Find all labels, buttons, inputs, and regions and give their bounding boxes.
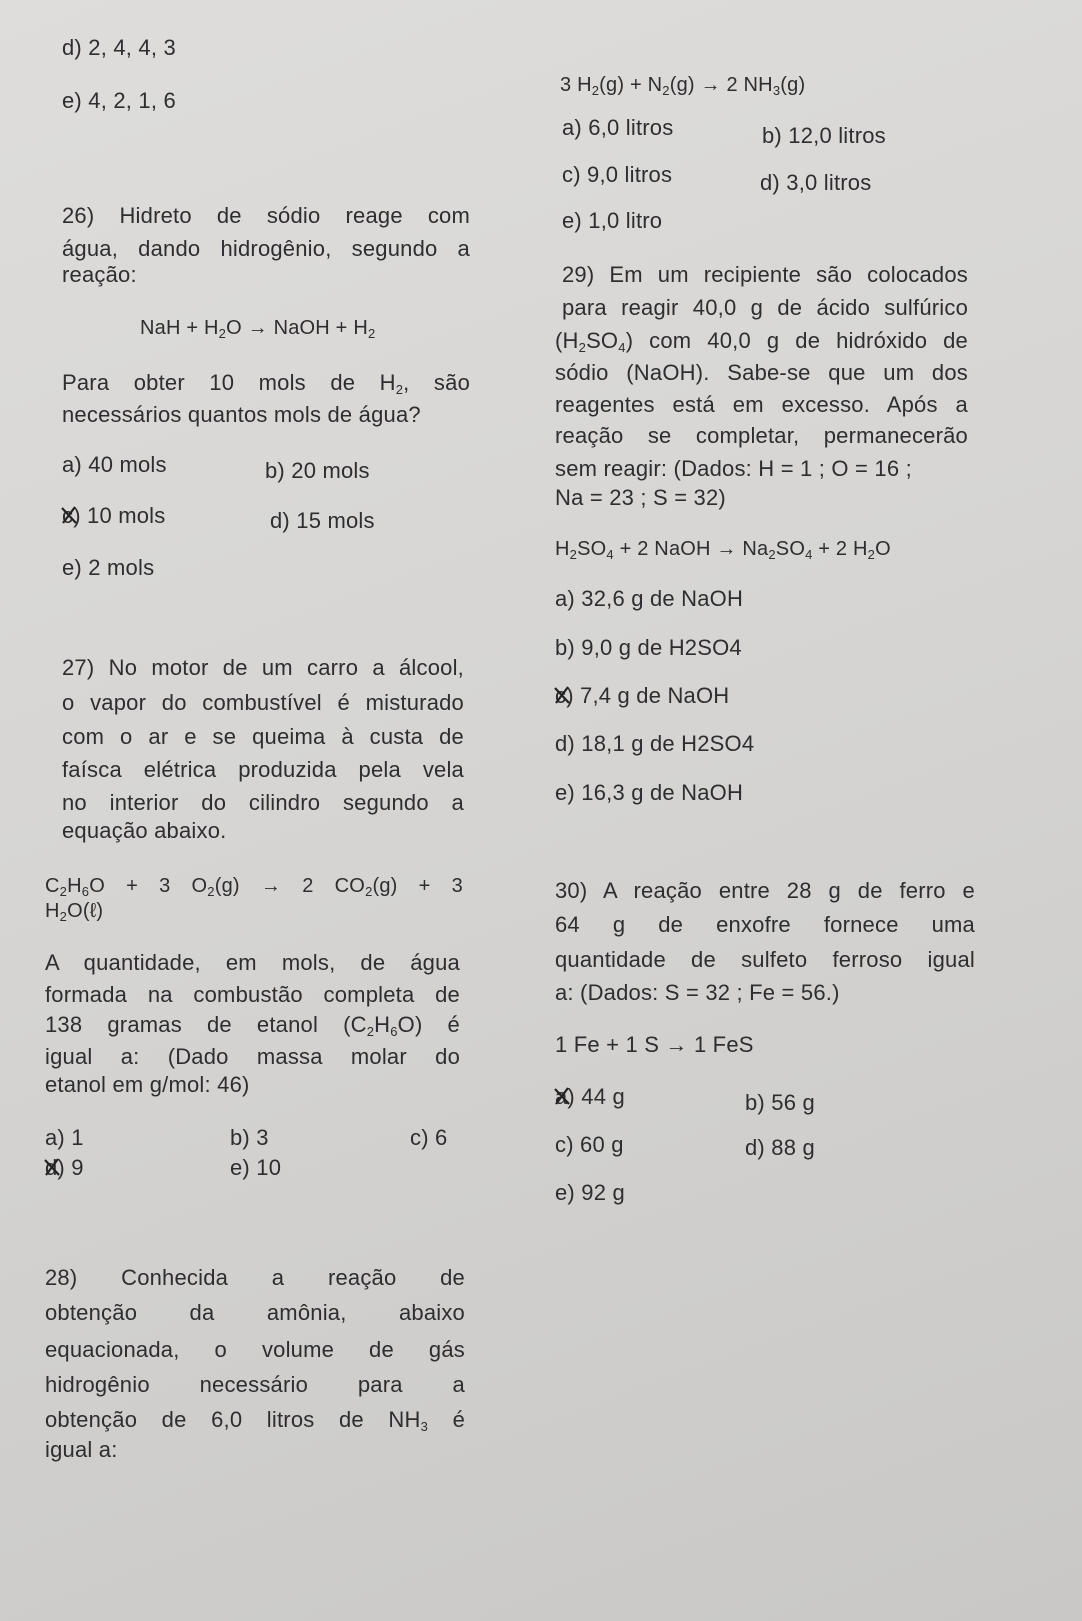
text-segment: formada na combustão completa de <box>45 982 460 1007</box>
option-30b <box>745 1090 815 1116</box>
subscript: 2 <box>59 909 68 924</box>
text-segment: H <box>45 900 60 922</box>
text-segment: (g) → 2 CO <box>214 875 366 897</box>
text-segment: 28) Conhecida a reação de <box>45 1265 465 1290</box>
text-segment: H <box>374 1012 391 1037</box>
option-25d <box>62 35 176 61</box>
text-segment: b) 56 g <box>745 1090 815 1115</box>
q30-text-1 <box>555 878 975 904</box>
subscript: 2 <box>768 547 776 562</box>
text-segment: d) 88 g <box>745 1135 815 1160</box>
text-segment: b) 9,0 g de H2SO4 <box>555 635 742 660</box>
option-28e <box>562 208 662 234</box>
text-segment: hidrogênio necessário para a <box>45 1372 465 1397</box>
text-segment: ) com 40,0 g de hidróxido de <box>625 328 968 353</box>
subscript: 2 <box>578 340 587 355</box>
option-30c <box>555 1132 624 1158</box>
q29-text-1 <box>562 262 968 288</box>
option-26b <box>265 458 370 484</box>
option-28c <box>562 162 672 188</box>
text-segment: 64 g de enxofre fornece uma <box>555 912 975 937</box>
text-segment: (g) + 3 <box>372 875 463 897</box>
option-27e <box>230 1155 281 1181</box>
text-segment: O) é <box>397 1012 460 1037</box>
q26-text-2 <box>62 236 470 262</box>
option-28a <box>562 115 673 141</box>
option-30a <box>555 1084 625 1110</box>
text-segment: C <box>45 875 60 897</box>
text-segment: 29) Em um recipiente são colocados <box>562 262 968 287</box>
subscript: 2 <box>591 83 600 98</box>
text-segment: 30) A reação entre 28 g de ferro e <box>555 878 975 903</box>
text-segment: b) 12,0 litros <box>762 123 886 148</box>
subscript: 2 <box>395 382 404 397</box>
option-30d <box>745 1135 815 1161</box>
subscript: 2 <box>367 326 376 341</box>
text-segment: e) 16,3 g de NaOH <box>555 780 744 805</box>
q28-text-4 <box>45 1372 465 1398</box>
option-26a <box>62 452 167 478</box>
option-28b <box>762 123 886 149</box>
text-segment: c) 7,4 g de NaOH <box>555 683 730 708</box>
text-segment: Na = 23 ; S = 32) <box>555 485 726 510</box>
q27-text-3 <box>62 724 464 750</box>
text-segment: água, dando hidrogênio, segundo a <box>62 236 470 261</box>
text-segment: a) 32,6 g de NaOH <box>555 586 744 611</box>
text-segment: SO <box>775 538 806 560</box>
q29-text-2 <box>562 295 968 321</box>
text-segment: (g) → 2 NH <box>669 74 773 96</box>
text-segment: o vapor do combustível é misturado <box>62 690 464 715</box>
q29-text-7 <box>555 456 912 482</box>
subscript: 2 <box>569 547 578 562</box>
q27-text-10 <box>45 1044 460 1070</box>
q29-text-4 <box>555 360 968 386</box>
q27-text-7 <box>45 950 460 976</box>
text-segment: 27) No motor de um carro a álcool, <box>62 655 464 680</box>
option-25e <box>62 88 176 114</box>
text-segment: b) 3 <box>230 1125 269 1150</box>
q29-text-3 <box>555 328 968 354</box>
subscript: 4 <box>618 340 626 355</box>
text-segment: a: (Dados: S = 32 ; Fe = 56.) <box>555 980 840 1005</box>
q27-text-5 <box>62 790 464 816</box>
text-segment: 138 gramas de etanol (C <box>45 1012 367 1037</box>
text-segment: O → NaOH + H <box>226 317 368 339</box>
text-segment: 26) Hidreto de sódio reage com <box>62 203 470 228</box>
q27-text-8 <box>45 982 460 1008</box>
q27-text-9 <box>45 1012 460 1038</box>
text-segment: e) 2 mols <box>62 555 155 580</box>
text-segment: e) 92 g <box>555 1180 625 1205</box>
text-segment: SO <box>577 538 607 560</box>
text-segment: O <box>875 538 891 560</box>
text-segment: é <box>428 1407 466 1432</box>
option-30e <box>555 1180 625 1206</box>
text-segment: , são <box>403 370 470 395</box>
q30-text-4 <box>555 980 840 1006</box>
text-segment: igual a: <box>45 1437 118 1462</box>
option-26c <box>62 503 165 529</box>
text-segment: 1 Fe + 1 S → 1 FeS <box>555 1032 754 1057</box>
text-segment: a) 44 g <box>555 1084 625 1109</box>
q26-text-1 <box>62 203 470 229</box>
q26-text-5 <box>62 402 421 428</box>
text-segment: 3 H <box>560 74 592 96</box>
subscript: 2 <box>366 1024 375 1039</box>
text-segment: NaH + H <box>140 317 219 339</box>
subscript: 6 <box>390 1024 398 1039</box>
option-26d <box>270 508 375 534</box>
option-29c <box>555 683 729 709</box>
subscript: 4 <box>606 547 614 562</box>
text-segment: equacionada, o volume de gás <box>45 1337 465 1362</box>
text-segment: H <box>555 538 570 560</box>
text-segment: no interior do cilindro segundo a <box>62 790 464 815</box>
option-27c <box>410 1125 447 1151</box>
text-segment: a) 1 <box>45 1125 84 1150</box>
text-segment: obtenção de 6,0 litros de NH <box>45 1407 421 1432</box>
text-segment: O + 3 O <box>89 875 208 897</box>
text-segment: (g) <box>780 74 806 96</box>
q26-equation <box>140 315 375 341</box>
text-segment: sem reagir: (Dados: H = 1 ; O = 16 ; <box>555 456 912 481</box>
q27-equation-1 <box>45 873 463 899</box>
subscript: 2 <box>662 83 670 98</box>
q28-text-3 <box>45 1337 465 1363</box>
q27-text-6 <box>62 818 226 844</box>
text-segment: d) 2, 4, 4, 3 <box>62 35 176 60</box>
q26-text-3 <box>62 262 137 288</box>
text-segment: O(ℓ) <box>67 900 104 922</box>
option-27d <box>45 1155 84 1181</box>
option-29a <box>555 586 743 612</box>
text-segment: igual a: (Dado massa molar do <box>45 1044 460 1069</box>
q27-text-1 <box>62 655 464 681</box>
option-27b <box>230 1125 269 1151</box>
q28-equation <box>560 72 805 98</box>
q29-equation <box>555 536 891 562</box>
subscript: 4 <box>805 547 813 562</box>
text-segment: d) 3,0 litros <box>760 170 872 195</box>
text-segment: reação se completar, permanecerão <box>555 423 968 448</box>
text-segment: para reagir 40,0 g de ácido sulfúrico <box>562 295 968 320</box>
text-segment: d) 9 <box>45 1155 84 1180</box>
option-28d <box>760 170 871 196</box>
subscript: 2 <box>207 884 215 899</box>
text-segment: Para obter 10 mols de H <box>62 370 396 395</box>
text-segment: (g) + N <box>599 74 663 96</box>
subscript: 2 <box>59 884 68 899</box>
text-segment: a) 6,0 litros <box>562 115 674 140</box>
text-segment: obtenção da amônia, abaixo <box>45 1300 465 1325</box>
text-segment: e) 1,0 litro <box>562 208 663 233</box>
subscript: 3 <box>420 1419 429 1434</box>
q30-text-3 <box>555 947 975 973</box>
text-segment: a) 40 mols <box>62 452 167 477</box>
q28-text-5 <box>45 1407 465 1433</box>
q27-text-2 <box>62 690 464 716</box>
text-segment: d) 18,1 g de H2SO4 <box>555 731 755 756</box>
text-segment: equação abaixo. <box>62 818 227 843</box>
option-26e <box>62 555 154 581</box>
subscript: 2 <box>867 547 876 562</box>
text-segment: c) 10 mols <box>62 503 166 528</box>
text-segment: d) 15 mols <box>270 508 375 533</box>
text-segment: c) 6 <box>410 1125 448 1150</box>
q28-text-6 <box>45 1437 118 1463</box>
text-segment: + 2 H <box>812 538 868 560</box>
subscript: 6 <box>81 884 90 899</box>
q26-text-4 <box>62 370 470 396</box>
q27-text-4 <box>62 757 464 783</box>
text-segment: reagentes está em excesso. Após a <box>555 392 968 417</box>
text-segment: c) 9,0 litros <box>562 162 673 187</box>
text-segment: com o ar e se queima à custa de <box>62 724 464 749</box>
text-segment: faísca elétrica produzida pela vela <box>62 757 464 782</box>
text-segment: + 2 NaOH → Na <box>613 538 769 560</box>
q27-equation-2 <box>45 898 103 924</box>
q29-text-5 <box>555 392 968 418</box>
option-29e <box>555 780 743 806</box>
text-segment: b) 20 mols <box>265 458 370 483</box>
option-29d <box>555 731 754 757</box>
text-segment: H <box>67 875 82 897</box>
q28-text-1 <box>45 1265 465 1291</box>
subscript: 2 <box>365 884 373 899</box>
option-29b <box>555 635 742 661</box>
option-27a <box>45 1125 84 1151</box>
text-segment: A quantidade, em mols, de água <box>45 950 460 975</box>
text-segment: c) 60 g <box>555 1132 624 1157</box>
text-segment: SO <box>586 328 619 353</box>
q30-equation <box>555 1032 754 1058</box>
q30-text-2 <box>555 912 975 938</box>
q27-text-11 <box>45 1072 250 1098</box>
text-segment: reação: <box>62 262 137 287</box>
text-segment: (H <box>555 328 579 353</box>
text-segment: necessários quantos mols de água? <box>62 402 421 427</box>
q28-text-2 <box>45 1300 465 1326</box>
text-segment: e) 4, 2, 1, 6 <box>62 88 176 113</box>
text-segment: quantidade de sulfeto ferroso igual <box>555 947 975 972</box>
text-segment: sódio (NaOH). Sabe-se que um dos <box>555 360 968 385</box>
subscript: 3 <box>772 83 781 98</box>
q29-text-8 <box>555 485 726 511</box>
q29-text-6 <box>555 423 968 449</box>
subscript: 2 <box>218 326 227 341</box>
text-segment: etanol em g/mol: 46) <box>45 1072 250 1097</box>
text-segment: e) 10 <box>230 1155 282 1180</box>
